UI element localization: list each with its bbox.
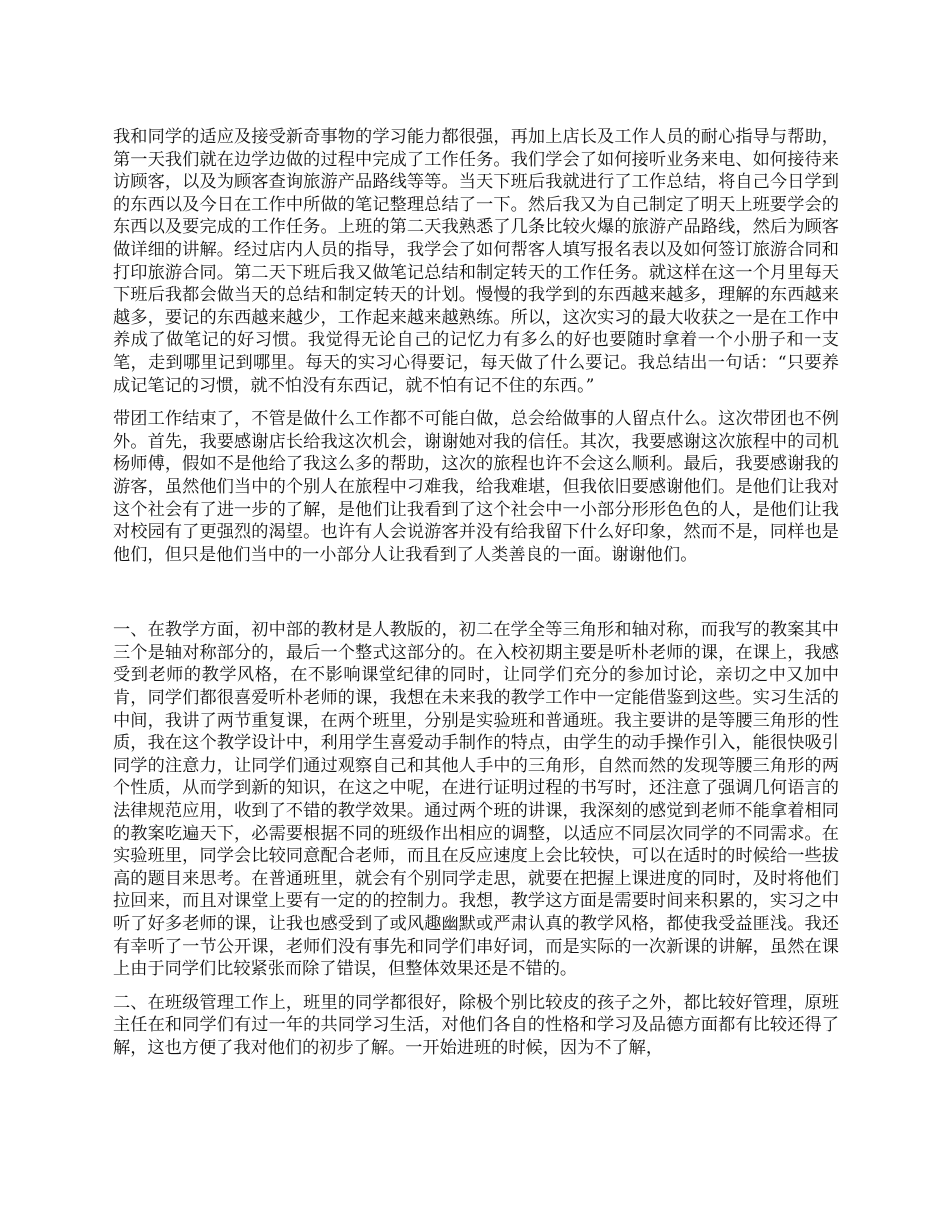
paragraph-teaching: 一、在教学方面，初中部的教材是人教版的，初二在学全等三角形和轴对称，而我写的教案其中三个是轴对称部分的，最后一个整式这部分的。在入校初期主要是听朴老师的课，在课上，我感受到老师的教学风格，在不影响课堂纪律的同时，让同学们充分的参加讨论，亲切之中又加中肯，同学们都很喜爱听朴老师的课，我想在未来我的教学工作中一定能借鉴到这些。实习生活的中间，我讲了两节重复课，在两个班里，分别是实验班和普通班。我主要讲的是等腰三角形的性质，我在这个教学设计中，利用学生喜爱动手制作的特点，由学生的动手操作引入，能很快吸引同学的注意力，让同学们通过观察自己和其他人手中的三角形，自然而然的发现等腰三角形的两个性质，从而学到新的知识，在这之中呢，在进行证明过程的书写时，还注意了强调几何语言的法律规范应用，收到了不错的教学效果。通过两个班的讲课，我深刻的感觉到老师不能拿着相同的教案吃遍天下，必需要根据不同的班级作出相应的调整，以适应不同层次同学的不同需求。在实验班里，同学会比较同意配合老师，而且在反应速度上会比较快，可以在适时的时候给一些拔高的题目来思考。在普通班里，就会有个别同学走思，就要在把握上课进度的同时，及时将他们拉回来，而且对课堂上要有一定的的控制力。我想，教学这方面是需要时间来积累的，实习之中听了好多老师的课，让我也感受到了或风趣幽默或严肃认真的教学风格，都使我受益匪浅。我还有幸听了一节公开课，老师们没有事先和同学们串好词，而是实际的一次新课的讲解，虽然在课上由于同学们比较紧张而除了错误，但整体效果还是不错的。 (113, 620, 839, 980)
paragraph-tour-thanks: 带团工作结束了，不管是做什么工作都不可能白做，总会给做事的人留点什么。这次带团也不例外。首先，我要感谢店长给我这次机会，谢谢她对我的信任。其次，我要感谢这次旅程中的司机杨师傅，假如不是他给了我这么多的帮助，这次的旅程也许不会这么顺利。最后，我要感谢我的游客，虽然他们当中的个别人在旅程中刁难我，给我难堪，但我依旧要感谢他们。是他们让我对这个社会有了进一步的了解，是他们让我看到了这个社会中一小部分形形色色的人，是他们让我对校园有了更强烈的渴望。也许有人会说游客并没有给我留下什么好印象，然而不是，同样也是他们，但只是他们当中的一小部分人让我看到了人类善良的一面。谢谢他们。 (113, 409, 839, 565)
document-body (113, 126, 839, 1060)
paragraph-note-taking: 我和同学的适应及接受新奇事物的学习能力都很强，再加上店长及工作人员的耐心指导与帮助，第一天我们就在边学边做的过程中完成了工作任务。我们学会了如何接听业务来电、如何接待来访顾客，以及为顾客查询旅游产品路线等等。当天下班后我就进行了工作总结，将自己今日学到的东西以及今日在工作中所做的笔记整理总结了一下。然后我又为自己制定了明天上班要学会的东西以及要完成的工作任务。上班的第二天我熟悉了几条比较火爆的旅游产品路线，然后为顾客做详细的讲解。经过店内人员的指导，我学会了如何帮客人填写报名表以及如何签订旅游合同和打印旅游合同。第二天下班后我又做笔记总结和制定转天的工作任务。就这样在这一个月里每天下班后我都会做当天的总结和制定转天的计划。慢慢的我学到的东西越来越多，理解的东西越来越多，要记的东西越来越少，工作起来越来越熟练。所以，这次实习的最大收获之一是在工作中养成了做笔记的好习惯。我觉得无论自己的记忆力有多么的好也要随时拿着一个小册子和一支笔，走到哪里记到哪里。每天的实习心得要记，每天做了什么要记。我总结出一句话：“只要养成记笔记的习惯，就不怕没有东西记，就不怕有记不住的东西。” (113, 127, 839, 396)
paragraph-class-management: 二、在班级管理工作上，班里的同学都很好，除极个别比较皮的孩子之外，都比较好管理，原班主任在和同学们有过一年的共同学习生活，对他们各自的性格和学习及品德方面都有比较还得了解，这也方便了我对他们的初步了解。一开始进班的时候，因为不了解， (113, 992, 839, 1058)
